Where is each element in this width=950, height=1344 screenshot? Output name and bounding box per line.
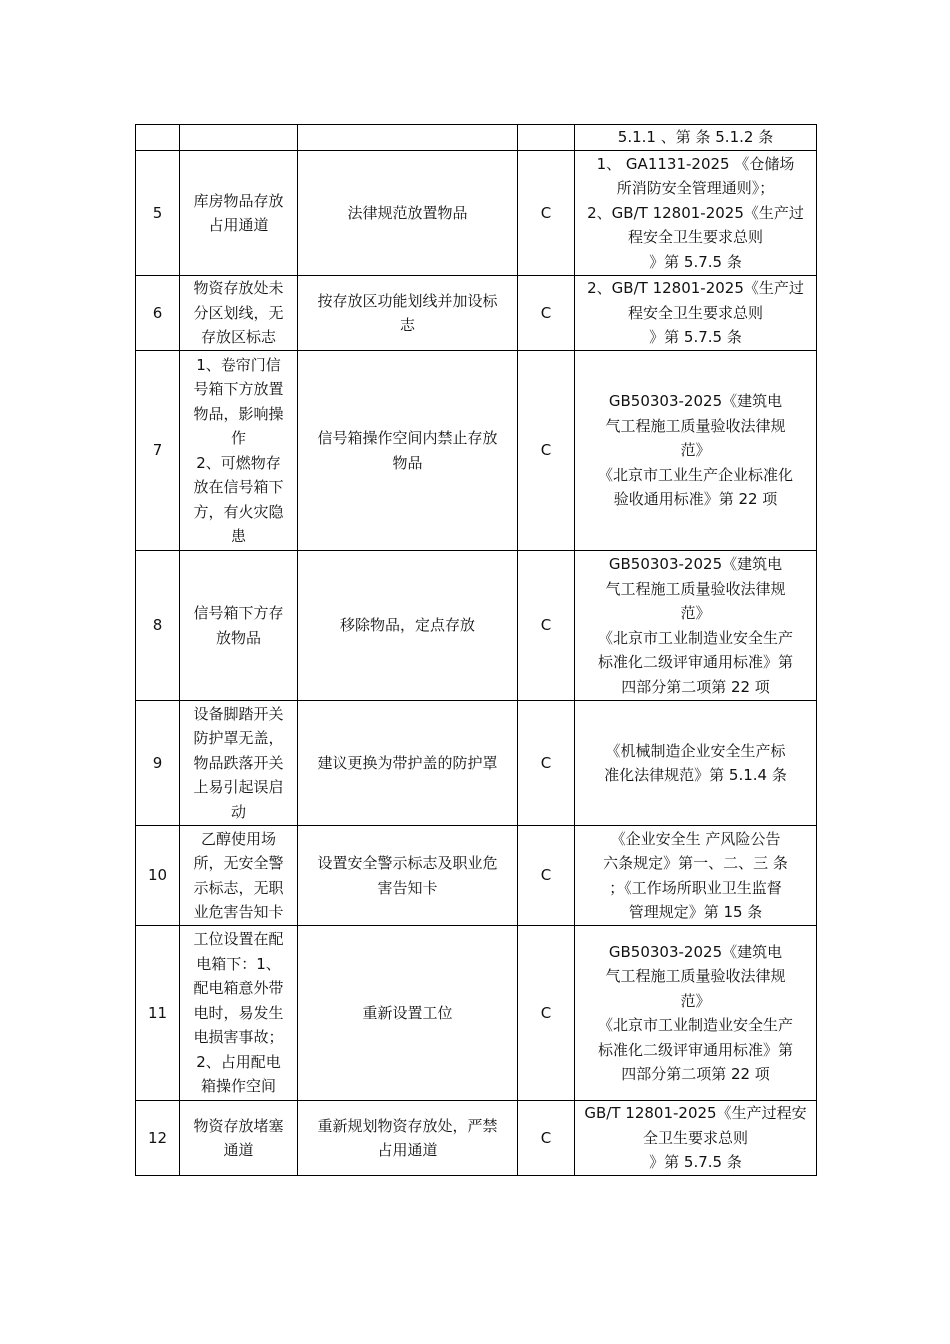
risk-level: C xyxy=(518,151,575,276)
corrective-measure xyxy=(298,125,518,151)
hazard-description xyxy=(180,151,298,276)
row-number: 5 xyxy=(136,151,180,276)
risk-level: C xyxy=(518,926,575,1101)
hazard-line: 设备脚踏开关 xyxy=(193,704,284,723)
basis-line: 标准化二级评审通用标准》第 xyxy=(597,1040,793,1059)
hazard-line: 物资存放处未 xyxy=(193,279,284,298)
hazard-line: 动 xyxy=(230,802,246,821)
table-row xyxy=(136,276,817,351)
hazard-line: 物资存放堵塞 xyxy=(193,1116,284,1135)
hazard-line: 号箱下方放置 xyxy=(193,380,284,398)
basis-line: 管理规定》第 15 条 xyxy=(628,903,763,921)
measure-line: 重新设置工位 xyxy=(362,1003,453,1022)
measure-line: 物品 xyxy=(392,453,423,472)
hazard-description xyxy=(180,125,298,151)
basis-line: 《机械制造企业安全生产标 xyxy=(605,741,786,760)
hazard-line: 箱操作空间 xyxy=(200,1077,276,1096)
basis-line: 范》 xyxy=(680,441,711,460)
hazard-line: 电时，易发生 xyxy=(193,1003,284,1022)
row-number xyxy=(136,125,180,151)
hazard-line: 2、可燃物存 xyxy=(196,453,281,472)
legal-basis xyxy=(575,551,817,701)
basis-line: GB50303-2025《建筑电 xyxy=(608,392,783,411)
basis-line: 范》 xyxy=(680,604,711,622)
hazard-line: 工位设置在配 xyxy=(193,930,284,949)
hazard-description xyxy=(180,826,298,926)
hazard-line: 库房物品存放 xyxy=(193,191,284,210)
hazard-line: 业危害告知卡 xyxy=(193,903,284,921)
measure-line: 志 xyxy=(399,316,415,334)
legal-basis xyxy=(575,926,817,1101)
row-number: 9 xyxy=(136,701,180,826)
hazard-line: 占用通道 xyxy=(208,216,269,234)
risk-level: C xyxy=(518,701,575,826)
basis-line: 《企业安全生 产风险公告 xyxy=(610,829,781,848)
basis-line: ；《工作场所职业卫生监督 xyxy=(609,878,782,897)
hazard-description xyxy=(180,1101,298,1176)
measure-line: 建议更换为带护盖的防护罩 xyxy=(317,753,498,772)
hazard-line: 上易引起误启 xyxy=(193,778,284,797)
corrective-measure xyxy=(298,276,518,351)
table-row xyxy=(136,151,817,276)
risk-level: C xyxy=(518,1101,575,1176)
hazard-table-body xyxy=(136,125,817,1176)
hazard-description xyxy=(180,351,298,551)
measure-line: 设置安全警示标志及职业危 xyxy=(317,854,498,872)
basis-line: 气工程施工质量验收法律规 xyxy=(605,967,786,985)
hazard-line: 作 xyxy=(230,429,246,447)
basis-line: 范》 xyxy=(680,991,711,1010)
legal-basis xyxy=(575,276,817,351)
basis-line: 所消防安全管理通则》； xyxy=(616,179,775,198)
hazard-line: 所，无安全警 xyxy=(193,854,284,872)
measure-line: 法律规范放置物品 xyxy=(347,203,468,222)
hazard-description xyxy=(180,276,298,351)
basis-line: 2、GB/T 12801-2025《生产过 xyxy=(587,203,804,222)
risk-level: C xyxy=(518,551,575,701)
row-number: 7 xyxy=(136,351,180,551)
table-row xyxy=(136,551,817,701)
basis-line: 5.1.1 、第 条 5.1.2 条 xyxy=(617,128,774,147)
row-number: 8 xyxy=(136,551,180,701)
basis-line: 1、 GA1131-2025 《仓储场 xyxy=(596,154,795,173)
table-row xyxy=(136,1101,817,1176)
measure-line: 信号箱操作空间内禁止存放 xyxy=(317,429,498,447)
risk-level: C xyxy=(518,351,575,551)
corrective-measure xyxy=(298,826,518,926)
measure-line: 重新规划物资存放处，严禁 xyxy=(317,1116,498,1135)
table-row xyxy=(136,826,817,926)
hazard-line: 患 xyxy=(230,527,246,545)
basis-line: 四部分第二项第 22 项 xyxy=(621,677,770,696)
hazard-line: 电箱下：1、 xyxy=(196,954,281,973)
table-row xyxy=(136,125,817,151)
risk-level: C xyxy=(518,276,575,351)
risk-level xyxy=(518,125,575,151)
hazard-line: 电损害事故； xyxy=(193,1028,284,1047)
basis-line: 准化法律规范》第 5.1.4 条 xyxy=(604,766,787,784)
hazard-line: 方，有火灾隐 xyxy=(193,502,284,521)
row-number: 11 xyxy=(136,926,180,1101)
hazard-line: 配电箱意外带 xyxy=(193,979,284,998)
hazard-line: 防护罩无盖， xyxy=(193,729,284,748)
hazard-table xyxy=(135,124,817,1176)
basis-line: 六条规定》第一、二、三 条 xyxy=(603,854,788,872)
basis-line: 《北京市工业制造业安全生产 xyxy=(597,628,793,647)
basis-line: 气工程施工质量验收法律规 xyxy=(605,416,786,435)
basis-line: 四部分第二项第 22 项 xyxy=(621,1065,770,1083)
basis-line: 程安全卫生要求总则 xyxy=(627,303,763,322)
table-row xyxy=(136,926,817,1101)
hazard-description xyxy=(180,926,298,1101)
hazard-line: 分区划线，无 xyxy=(193,303,284,322)
basis-line: 》第 5.7.5 条 xyxy=(649,1153,742,1172)
measure-line: 按存放区功能划线并加设标 xyxy=(317,291,498,310)
risk-level: C xyxy=(518,826,575,926)
corrective-measure xyxy=(298,351,518,551)
hazard-line: 物品，影响操 xyxy=(193,404,284,423)
corrective-measure xyxy=(298,551,518,701)
legal-basis xyxy=(575,701,817,826)
basis-line: 《北京市工业制造业安全生产 xyxy=(597,1016,793,1034)
corrective-measure xyxy=(298,926,518,1101)
legal-basis xyxy=(575,151,817,276)
basis-line: 》第 5.7.5 条 xyxy=(649,328,742,347)
hazard-line: 信号箱下方存 xyxy=(193,604,284,622)
basis-line: 》第 5.7.5 条 xyxy=(649,252,742,271)
row-number: 10 xyxy=(136,826,180,926)
basis-line: 标准化二级评审通用标准》第 xyxy=(597,653,793,671)
table-row xyxy=(136,701,817,826)
basis-line: 气工程施工质量验收法律规 xyxy=(605,579,786,598)
corrective-measure xyxy=(298,1101,518,1176)
table-row xyxy=(136,351,817,551)
hazard-line: 放在信号箱下 xyxy=(193,478,284,496)
hazard-line: 示标志，无职 xyxy=(193,878,284,897)
basis-line: 验收通用标准》第 22 项 xyxy=(613,490,778,509)
corrective-measure xyxy=(298,151,518,276)
row-number: 12 xyxy=(136,1101,180,1176)
legal-basis xyxy=(575,826,817,926)
hazard-line: 乙醇使用场 xyxy=(200,829,276,848)
hazard-line: 物品跌落开关 xyxy=(193,753,284,772)
measure-line: 移除物品，定点存放 xyxy=(339,616,475,635)
hazard-line: 1、卷帘门信 xyxy=(196,355,281,374)
hazard-description xyxy=(180,551,298,701)
basis-line: 全卫生要求总则 xyxy=(642,1128,748,1147)
corrective-measure xyxy=(298,701,518,826)
legal-basis xyxy=(575,125,817,151)
hazard-line: 2、占用配电 xyxy=(196,1052,281,1071)
basis-line: GB50303-2025《建筑电 xyxy=(608,555,783,573)
basis-line: GB50303-2025《建筑电 xyxy=(608,942,783,961)
basis-line: 程安全卫生要求总则 xyxy=(627,228,763,247)
legal-basis xyxy=(575,1101,817,1176)
basis-line: GB/T 12801-2025《生产过程安 xyxy=(584,1104,807,1123)
legal-basis xyxy=(575,351,817,551)
measure-line: 害告知卡 xyxy=(377,878,438,897)
hazard-line: 通道 xyxy=(223,1141,254,1159)
basis-line: 《北京市工业生产企业标准化 xyxy=(597,465,793,484)
hazard-line: 存放区标志 xyxy=(200,328,276,347)
row-number: 6 xyxy=(136,276,180,351)
measure-line: 占用通道 xyxy=(377,1141,438,1159)
basis-line: 2、GB/T 12801-2025《生产过 xyxy=(587,279,804,298)
hazard-line: 放物品 xyxy=(215,628,261,647)
hazard-description xyxy=(180,701,298,826)
